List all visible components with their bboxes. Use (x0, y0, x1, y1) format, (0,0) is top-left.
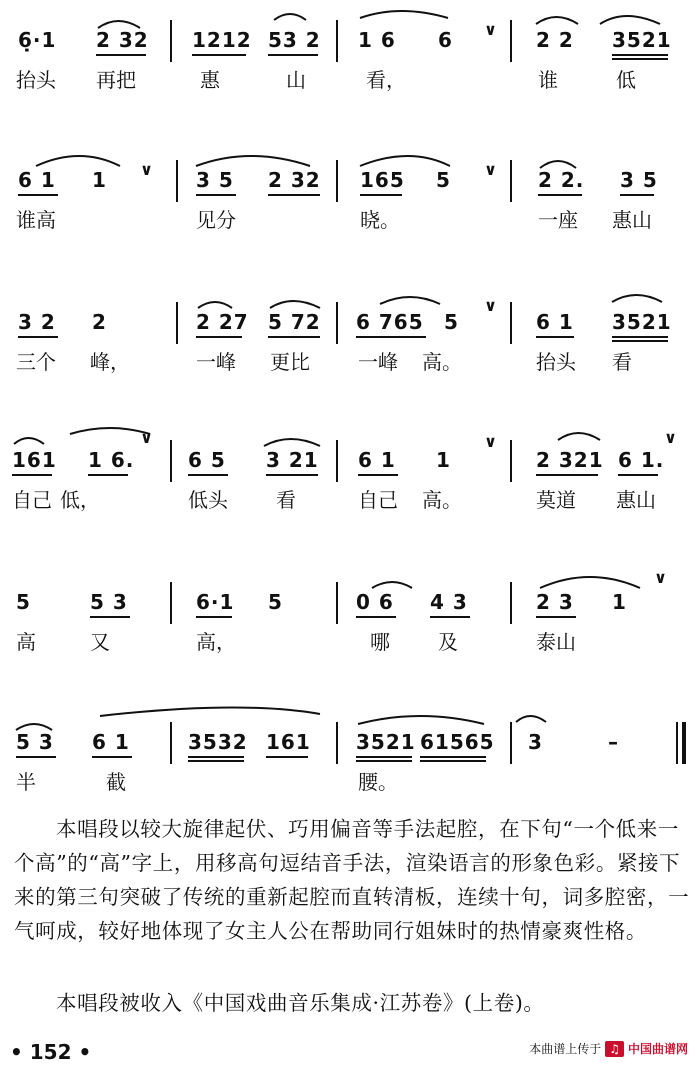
lyric: 看 (612, 350, 632, 374)
barline (336, 20, 338, 62)
breath-mark: ∨ (484, 160, 497, 179)
lyric: 看 (276, 488, 296, 512)
barline (510, 20, 512, 62)
lyric: 低头 (188, 488, 228, 512)
barline (510, 302, 512, 344)
notes-row (0, 310, 700, 340)
barline (510, 160, 512, 202)
beam-line (96, 54, 146, 56)
lyric: 低 (616, 68, 636, 92)
lyric: 谁 (538, 68, 558, 92)
note-group: 6 1 (18, 168, 56, 192)
beam-line (268, 194, 320, 196)
lyric: 山 (286, 68, 306, 92)
final-barline (682, 722, 686, 764)
lyric: 晓。 (360, 208, 400, 232)
note-group: 2 321 (536, 448, 604, 472)
upload-text: 本曲谱上传于 (529, 1042, 602, 1056)
note-group: 3 (528, 730, 543, 754)
beam-line (266, 474, 318, 476)
beam-line (420, 760, 486, 762)
note-group: 53 2 (268, 28, 321, 52)
note-group: 1 6 (358, 28, 396, 52)
note-group: 1 (92, 168, 107, 192)
note-group: 3 2 (18, 310, 56, 334)
beam-line (188, 760, 244, 762)
breath-mark: ∨ (484, 296, 497, 315)
lyric: 腰。 (358, 770, 398, 794)
breath-mark: ∨ (664, 428, 677, 447)
breath-mark: ∨ (484, 20, 497, 39)
note-group: 0 6 (356, 590, 394, 614)
note-group: 3521 (356, 730, 416, 754)
barline (176, 160, 178, 202)
beam-line (16, 756, 56, 758)
barline (170, 582, 172, 624)
beam-line (188, 756, 244, 758)
lyric: 泰山 (536, 630, 576, 654)
score-system-2 (0, 140, 700, 250)
barline (176, 302, 178, 344)
lyric: 抬头 (536, 350, 576, 374)
beam-line (18, 336, 58, 338)
beam-line (612, 54, 668, 56)
lyric: 半 (16, 770, 36, 794)
note-group: 6 1 (536, 310, 574, 334)
beam-line (536, 474, 598, 476)
barline (336, 582, 338, 624)
lyric: 惠山 (612, 208, 652, 232)
lyric: 高， (196, 630, 236, 654)
note-group: 161 (12, 448, 57, 472)
lyric: 惠 (200, 68, 220, 92)
barline (170, 440, 172, 482)
beam-line (356, 756, 412, 758)
barline (336, 722, 338, 764)
barline (170, 722, 172, 764)
beam-line (88, 474, 128, 476)
lyric: 三个 (16, 350, 56, 374)
beam-line (360, 194, 402, 196)
footer-credit (529, 1040, 688, 1057)
barline (336, 440, 338, 482)
note-group: 3532 (188, 730, 248, 754)
beam-line (430, 616, 470, 618)
note-group: 6 765 (356, 310, 424, 334)
note-group: 3521 (612, 28, 672, 52)
page-number: • 152 • (10, 1040, 92, 1064)
beam-line (196, 616, 232, 618)
note-group: 161 (266, 730, 311, 754)
note-group: 2 3 (536, 590, 574, 614)
note-group: 3521 (612, 310, 672, 334)
lyric: 一峰 (196, 350, 236, 374)
note-group: 165 (360, 168, 405, 192)
beam-line (356, 616, 396, 618)
score-system-4 (0, 420, 700, 530)
lyric: 抬头 (16, 68, 56, 92)
beam-line (612, 58, 668, 60)
beam-line (536, 616, 576, 618)
breath-mark: ∨ (140, 160, 153, 179)
beam-line (12, 474, 52, 476)
commentary-paragraph: 本唱段以较大旋律起伏、巧用偏音等手法起腔，在下句“一个低来一个高”的“高”字上，用移高句逗结音手法，渲染语言的形象色彩。紧接下来的第三句突破了传统的重新起腔而直转清板，连续十句，词多腔密，一气呵成，较好地体现了女主人公在帮助同行姐妹时的热情豪爽性格。 (14, 817, 690, 943)
barline (336, 160, 338, 202)
note-group: 6 5 (188, 448, 226, 472)
beam-line (420, 756, 486, 758)
beam-line (620, 194, 654, 196)
beam-line (268, 336, 320, 338)
note-group: 5 3 (90, 590, 128, 614)
note-group: 5 72 (268, 310, 321, 334)
beam-line (612, 340, 668, 342)
beam-line (356, 336, 426, 338)
note-group: 6 1. (618, 448, 665, 472)
note-group: 2 2. (538, 168, 585, 192)
note-group: 1 (612, 590, 627, 614)
lyric: 一座 (538, 208, 578, 232)
beam-line (196, 194, 236, 196)
lyric: 又 (90, 630, 110, 654)
lyric: 见分 (196, 208, 236, 232)
beam-line (536, 336, 574, 338)
lyric: 再把 (96, 68, 136, 92)
note-group: 2 (92, 310, 107, 334)
note-group: 6 1 (92, 730, 130, 754)
barline (510, 582, 512, 624)
lyric: 自己 (358, 488, 398, 512)
lyric: 及 (438, 630, 458, 654)
note-group: 6 (438, 28, 453, 52)
note-group: 2 32 (268, 168, 321, 192)
lyric: 自己 (12, 488, 52, 512)
breath-mark: ∨ (654, 568, 667, 587)
lyric: 高 (16, 630, 36, 654)
score-system-1 (0, 0, 700, 110)
barline (336, 302, 338, 344)
note-group: 5 (16, 590, 31, 614)
note-group: 2 32 (96, 28, 149, 52)
beam-line (612, 336, 668, 338)
beam-line (92, 756, 132, 758)
score-system-6 (0, 702, 700, 812)
note-group: 6·1 (196, 590, 235, 614)
commentary-paragraph: 本唱段被收入《中国戏曲音乐集成·江苏卷》(上卷)。 (56, 991, 545, 1015)
beam-line (90, 616, 130, 618)
breath-mark: ∨ (140, 428, 153, 447)
lyric: 高。 (422, 488, 462, 512)
note-group: 5 3 (16, 730, 54, 754)
note-group: – (608, 730, 619, 754)
note-group: 5 (436, 168, 451, 192)
note-group: 5 (444, 310, 459, 334)
barline (676, 722, 678, 764)
beam-line (356, 760, 412, 762)
lyric: 莫道 (536, 488, 576, 512)
note-group: 4 3 (430, 590, 468, 614)
lyric: 截 (106, 770, 126, 794)
site-logo: ♫ (605, 1041, 624, 1057)
beam-line (618, 474, 658, 476)
beam-line (538, 194, 582, 196)
note-group: 3 5 (620, 168, 658, 192)
beam-line (18, 194, 58, 196)
note-group: 1212 (192, 28, 252, 52)
barline (170, 20, 172, 62)
note-group: 5 (268, 590, 283, 614)
lyric: 一峰 (358, 350, 398, 374)
beam-line (266, 756, 308, 758)
note-group: 1 (436, 448, 451, 472)
lyric: 低， (60, 488, 100, 512)
note-group: 61565 (420, 730, 495, 754)
notes-row (0, 168, 700, 198)
note-group: 6 1 (358, 448, 396, 472)
lyric: 看， (366, 68, 406, 92)
score-system-5 (0, 562, 700, 672)
note-group: 3 21 (266, 448, 319, 472)
note-group: 2 2 (536, 28, 574, 52)
score-system-3 (0, 282, 700, 392)
lyric: 高。 (422, 350, 462, 374)
lyric: 惠山 (616, 488, 656, 512)
note-group: 2 27 (196, 310, 249, 334)
lyric: 哪 (370, 630, 390, 654)
note-group: 3 5 (196, 168, 234, 192)
lyric: 谁高 (16, 208, 56, 232)
beam-line (358, 474, 398, 476)
beam-line (268, 54, 318, 56)
barline (510, 722, 512, 764)
note-group: 6̣·1 (18, 28, 57, 52)
site-name: 中国曲谱网 (627, 1042, 688, 1056)
beam-line (188, 474, 228, 476)
lyric: 峰， (90, 350, 130, 374)
barline (510, 440, 512, 482)
beam-line (192, 54, 246, 56)
breath-mark: ∨ (484, 432, 497, 451)
lyric: 更比 (270, 350, 310, 374)
note-group: 1 6. (88, 448, 135, 472)
beam-line (196, 336, 242, 338)
